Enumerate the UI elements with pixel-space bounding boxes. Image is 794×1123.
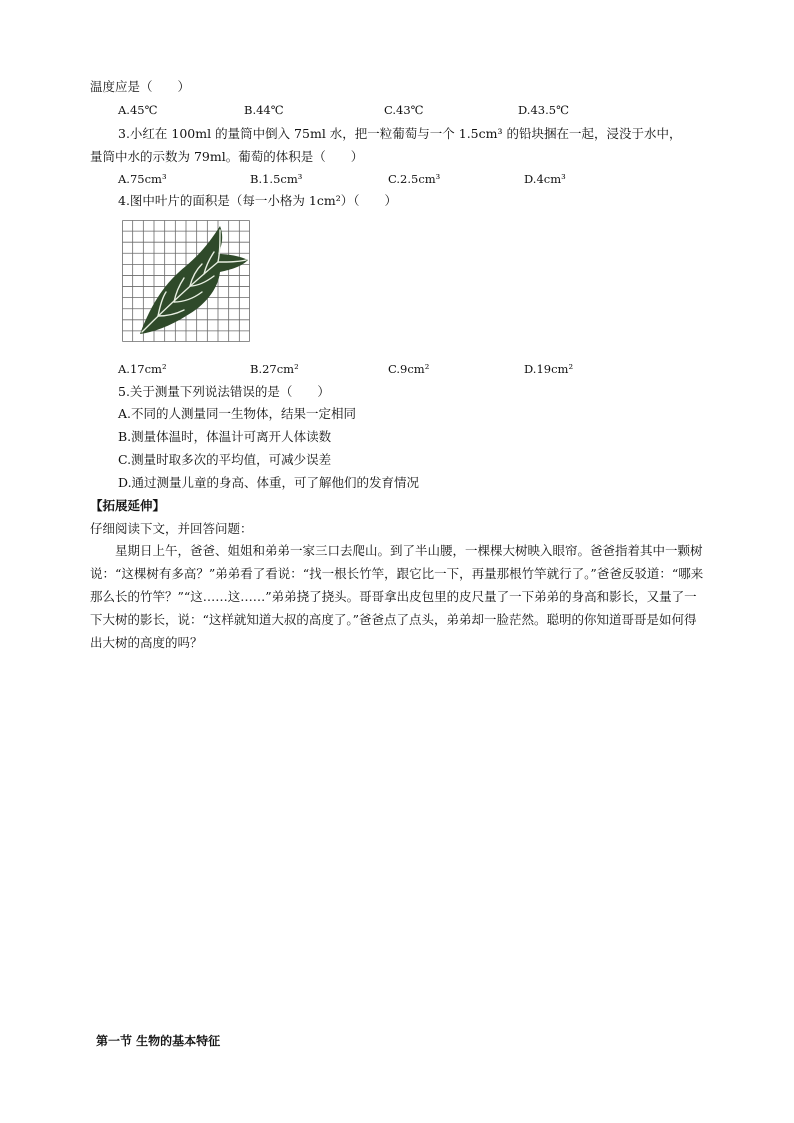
q3-option-d: D.4cm³ [524,172,566,186]
q3-option-c: C.2.5cm³ [388,172,441,186]
leaf-grid-figure [122,220,250,342]
q5-stem: 5.关于测量下列说法错误的是（ ） [118,384,330,399]
q4-option-d: D.19cm² [524,362,574,376]
q3-option-a: A.75cm³ [118,172,167,186]
q5-option-a: A.不同的人测量同一生物体，结果一定相同 [118,406,357,421]
extension-passage: 星期日上午，爸爸、姐姐和弟弟一家三口去爬山。到了半山腰，一棵棵大树映入眼帘。爸爸指着其中一颗树说：“这棵树有多高？”弟弟看了看说：“找一根长竹竿，跟它比一下，再量那根竹竿就行了。”爸爸反驳道：“哪来那么长的竹竿？”“这……这……”弟弟挠了挠头。哥哥拿出皮包里的皮尺量了一下弟弟的身高和影长，又量了一下大树的影长，说：“这样就知道大叔的高度了。”爸爸点了点头，弟弟却一脸茫然。聪明的你知道哥哥是如何得出大树的高度的吗？ [90,543,704,650]
q2-option-d: D.43.5℃ [518,103,569,117]
q5-option-b: B.测量体温时，体温计可离开人体读数 [118,429,332,444]
extension-instruction: 仔细阅读下文，并回答问题： [90,521,253,536]
q3-option-b: B.1.5cm³ [250,172,303,186]
q5-option-d: D.通过测量儿童的身高、体重，可了解他们的发育情况 [118,475,420,490]
q4-stem: 4.图中叶片的面积是（每一小格为 1cm²）（ ） [118,193,397,208]
q2-stem-tail: 温度应是（ ） [90,79,191,94]
q3-stem-line1: 3.小红在 100ml 的量筒中倒入 75ml 水，把一粒葡萄与一个 1.5cm³ 的铅块捆在一起，浸没于水中， [118,126,682,141]
q3-stem-line2: 量筒中水的示数为 79ml。葡萄的体积是（ ） [90,149,364,164]
extension-heading: 【拓展延伸】 [90,498,166,513]
section-title: 第一节 生物的基本特征 [96,1034,221,1048]
q4-option-b: B.27cm² [250,362,299,376]
q4-option-a: A.17cm² [118,362,167,376]
q2-option-b: B.44℃ [244,103,284,117]
q2-option-a: A.45℃ [118,103,158,117]
q5-option-c: C.测量时取多次的平均值，可减少误差 [118,452,332,467]
q4-option-c: C.9cm² [388,362,430,376]
q2-option-c: C.43℃ [384,103,424,117]
